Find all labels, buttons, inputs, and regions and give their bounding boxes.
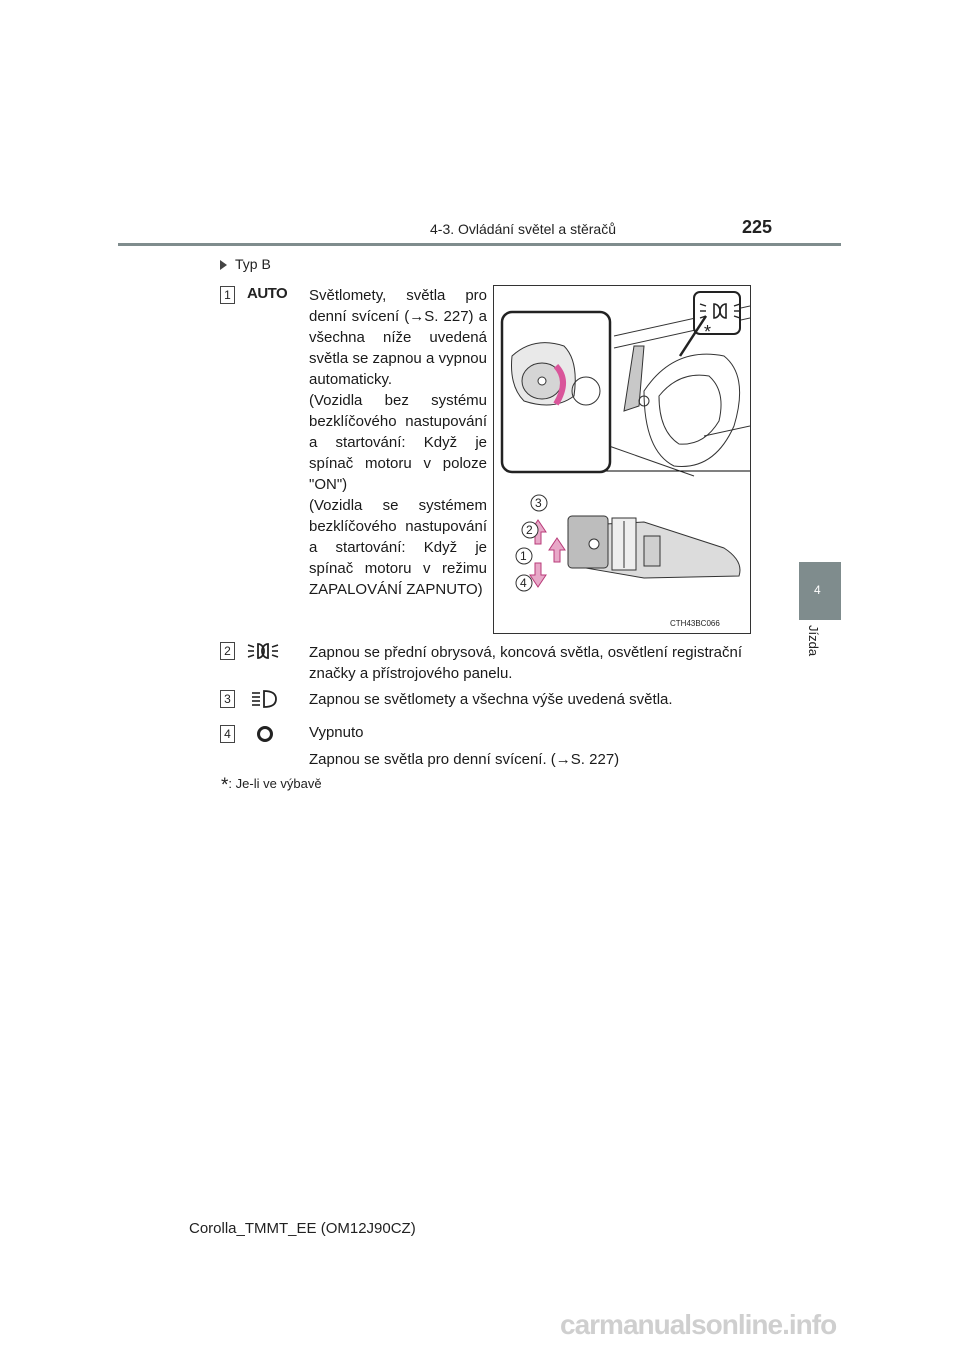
item-2-text: Zapnou se přední obrysová, koncová světla, osvětlení registrační značky a přístrojového panelu. xyxy=(309,644,742,682)
footnote-star: * xyxy=(221,775,229,796)
item-1-paragraph: (Vozidla se systémem bezklíčového nastupování a startování: Když je spínač motoru v režimu ZAPALOVÁNÍ ZAPNUTO) xyxy=(309,497,487,598)
item-1-paragraph: (Vozidla bez systému bezklíčového nastupování a startování: Když je spínač motoru v poloze "ON") xyxy=(309,392,487,493)
item-1-paragraph: Světlomety, světla pro denní svícení (→S. 227) a všechna níže uvedená světla se zapnou a vypnou automaticky. xyxy=(309,287,487,388)
item-1-text xyxy=(309,285,487,600)
chapter-label: Jízda xyxy=(806,625,821,657)
chapter-number: 4 xyxy=(814,583,821,597)
item-4-text xyxy=(309,722,742,770)
callout-4: 4 xyxy=(520,576,527,590)
item-4-description: Zapnou se světla pro denní svícení. (→S. 227) xyxy=(309,751,620,768)
item-number-3: 3 xyxy=(220,690,235,708)
callout-2: 2 xyxy=(526,523,533,537)
item-4-title: Vypnuto xyxy=(309,724,364,741)
page-number: 225 xyxy=(742,217,773,237)
section-title: 4-3. Ovládání světel a stěračů xyxy=(430,221,616,237)
side-lights-icon xyxy=(246,641,280,666)
item-number-1: 1 xyxy=(220,286,235,304)
callout-bubble xyxy=(680,292,740,356)
light-switch-figure xyxy=(493,285,751,634)
item-number-2: 2 xyxy=(220,642,235,660)
figure-code: CTH43BC066 xyxy=(670,619,720,628)
light-switch-illustration xyxy=(494,286,750,633)
watermark: carmanualsonline.info xyxy=(560,1309,837,1340)
stalk xyxy=(568,516,740,578)
auto-icon: AUTO xyxy=(247,285,288,302)
item-3-text: Zapnou se světlomety a všechna výše uvedená světla. xyxy=(309,691,673,708)
footnote-text: : Je-li ve výbavě xyxy=(228,776,322,791)
figure-asterisk: * xyxy=(704,322,712,342)
off-circle-icon xyxy=(256,725,274,748)
headlight-icon xyxy=(250,688,280,715)
triangle-bullet-icon xyxy=(220,260,227,270)
footer-document-id: Corolla_TMMT_EE (OM12J90CZ) xyxy=(189,1220,416,1237)
callout-3: 3 xyxy=(535,496,542,510)
header-rule xyxy=(118,243,841,246)
type-marker xyxy=(220,256,271,272)
item-number-4: 4 xyxy=(220,725,235,743)
type-marker-label: Typ B xyxy=(235,256,271,272)
callout-1: 1 xyxy=(520,549,527,563)
footnote xyxy=(221,775,322,797)
